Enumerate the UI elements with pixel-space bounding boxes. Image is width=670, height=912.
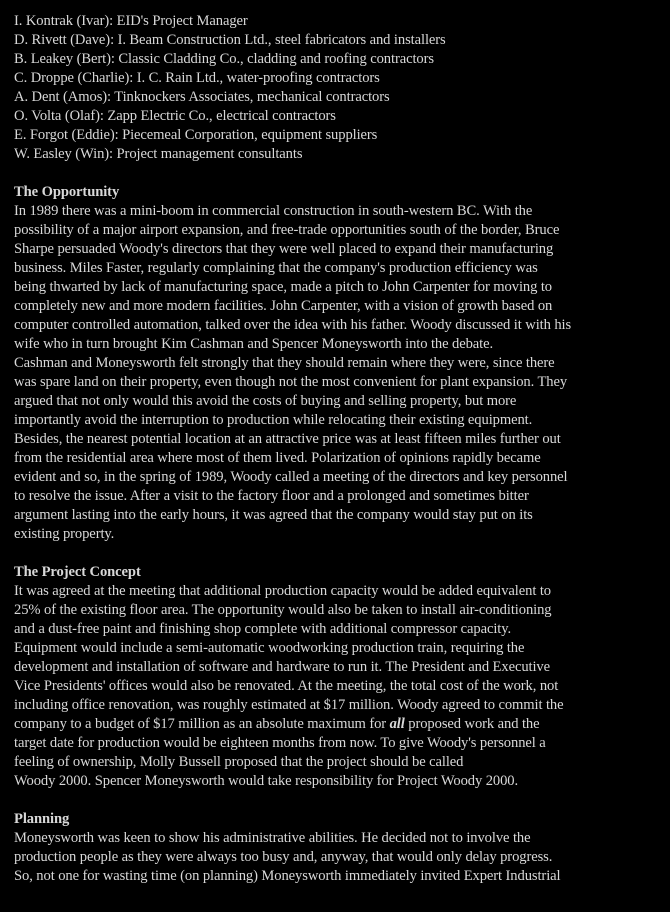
paragraph-line: existing property. [14, 526, 115, 542]
spacer [14, 164, 670, 183]
emphasized-word: all [389, 716, 405, 732]
paragraph-line: evident and so, in the spring of 1989, Woody called a meeting of the directors and key personnel [14, 469, 568, 485]
section-heading: The Opportunity [14, 184, 120, 200]
paragraph-line: was spare land on their property, even though not the most convenient for plant expansion. They [14, 374, 568, 390]
paragraph-line: Sharpe persuaded Woody's directors that they were well placed to expand their manufacturing [14, 241, 554, 257]
paragraph-line: business. Miles Faster, regularly complaining that the company's production efficiency was [14, 260, 538, 276]
paragraph-line: 25% of the existing floor area. The opportunity would also be taken to install air-conditioning [14, 602, 552, 618]
cast-list [14, 12, 670, 164]
paragraph-line: target date for production would be eighteen months from now. To give Woody's personnel a [14, 735, 546, 751]
paragraph-line: So, not one for wasting time (on planning) Moneysworth immediately invited Expert Industrial [14, 868, 561, 884]
paragraph-line [14, 715, 670, 734]
paragraph-line: argument lasting into the early hours, it was agreed that the company would stay put on its [14, 507, 533, 523]
paragraph-line: It was agreed at the meeting that additional production capacity would be added equivalent to [14, 583, 551, 599]
cast-item: O. Volta (Olaf): Zapp Electric Co., electrical contractors [14, 108, 336, 124]
paragraph-line: Vice Presidents' offices would also be renovated. At the meeting, the total cost of the work, not [14, 678, 559, 694]
cast-item: I. Kontrak (Ivar): EID's Project Manager [14, 13, 248, 29]
section-planning [14, 810, 670, 886]
paragraph-line: including office renovation, was roughly estimated at $17 million. Woody agreed to commit the [14, 697, 564, 713]
spacer [14, 544, 670, 563]
paragraph-line: importantly avoid the interruption to production while relocating their existing equipment. [14, 412, 533, 428]
paragraph-line: Moneysworth was keen to show his administrative abilities. He decided not to involve the [14, 830, 531, 846]
spacer [14, 791, 670, 810]
cast-item: D. Rivett (Dave): I. Beam Construction Ltd., steel fabricators and installers [14, 32, 446, 48]
paragraph-line: feeling of ownership, Molly Bussell proposed that the project should be called [14, 754, 464, 770]
paragraph-line: wife who in turn brought Kim Cashman and Spencer Moneysworth into the debate. [14, 336, 494, 352]
paragraph-line: and a dust-free paint and finishing shop complete with additional compressor capacity. [14, 621, 512, 637]
paragraph-line: from the residential area where most of them lived. Polarization of opinions rapidly became [14, 450, 541, 466]
text-run: proposed work and the [404, 716, 540, 732]
cast-item: W. Easley (Win): Project management consultants [14, 146, 303, 162]
section-project-concept [14, 563, 670, 791]
paragraph-line: Cashman and Moneysworth felt strongly that they should remain where they were, since there [14, 355, 555, 371]
section-heading: Planning [14, 811, 70, 827]
paragraph-line: Equipment would include a semi-automatic woodworking production train, requiring the [14, 640, 525, 656]
section-opportunity [14, 183, 670, 544]
paragraph-line: possibility of a major airport expansion, and free-trade opportunities south of the border, Bruce [14, 222, 560, 238]
text-run: company to a budget of $17 million as an absolute maximum for [14, 716, 390, 732]
paragraph-line: Besides, the nearest potential location at an attractive price was at least fifteen miles further out [14, 431, 561, 447]
paragraph-line: argued that not only would this avoid the costs of buying and selling property, but more [14, 393, 517, 409]
cast-item: E. Forgot (Eddie): Piecemeal Corporation, equipment suppliers [14, 127, 378, 143]
paragraph-line: completely new and more modern facilities. John Carpenter, with a vision of growth based on [14, 298, 553, 314]
section-heading: The Project Concept [14, 564, 141, 580]
cast-item: B. Leakey (Bert): Classic Cladding Co., cladding and roofing contractors [14, 51, 434, 67]
cast-item: C. Droppe (Charlie): I. C. Rain Ltd., water-proofing contractors [14, 70, 380, 86]
paragraph-line: In 1989 there was a mini-boom in commercial construction in south-western BC. With the [14, 203, 533, 219]
paragraph-line: computer controlled automation, talked over the idea with his father. Woody discussed it with his [14, 317, 572, 333]
paragraph-line: to resolve the issue. After a visit to the factory floor and a prolonged and sometimes bitter [14, 488, 529, 504]
paragraph-line: development and installation of software and hardware to run it. The President and Executive [14, 659, 551, 675]
paragraph-line: production people as they were always too busy and, anyway, that would only delay progress. [14, 849, 553, 865]
cast-item: A. Dent (Amos): Tinknockers Associates, mechanical contractors [14, 89, 390, 105]
paragraph-line: Woody 2000. Spencer Moneysworth would take responsibility for Project Woody 2000. [14, 773, 519, 789]
paragraph-line: being thwarted by lack of manufacturing space, made a pitch to John Carpenter for moving to [14, 279, 552, 295]
